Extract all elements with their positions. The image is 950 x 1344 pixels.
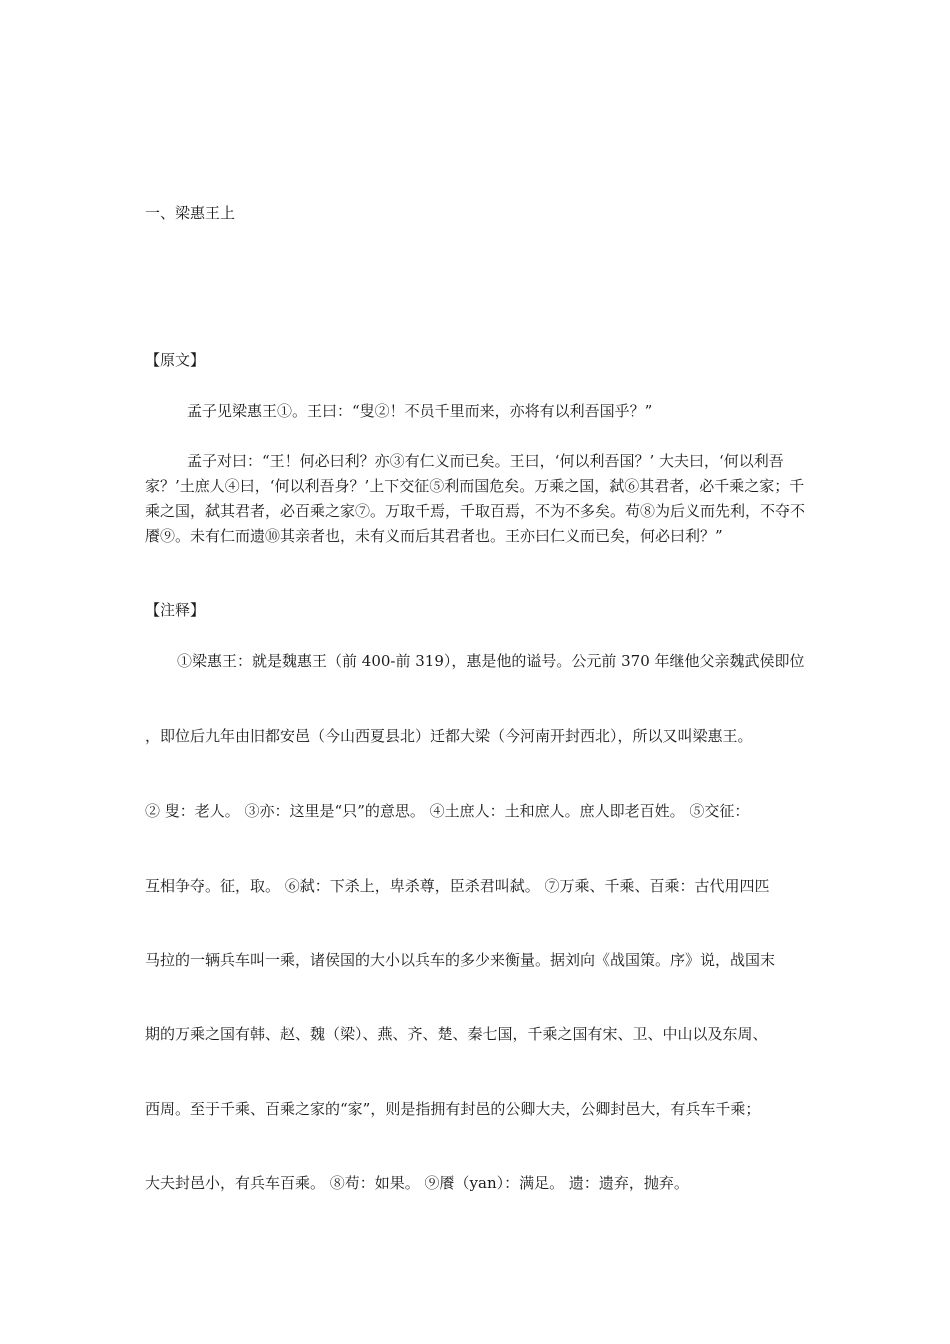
note-paragraph: ② 叟：老人。 ③亦：这里是“只”的意思。 ④土庶人：土和庶人。庶人即老百姓。 ⑤交征： <box>145 802 750 820</box>
section-heading-original: 【原文】 <box>145 351 206 369</box>
original-paragraph-2: 孟子对曰：“王！何必曰利？亦③有仁义而已矣。王曰，‘何以利吾国？’ 大夫曰，‘何以利吾家？’土庶人④曰，‘何以利吾身？’上下交征⑤利而国危矣。万乘之国，弑⑥其君者，必千乘之家；千乘之国，弑其君者，必百乘之家⑦。万取千焉，千取百焉，不为不多矣。苟⑧为后义而先利，不夺不餍⑨。未有仁而遗⑩其亲者也，未有义而后其君者也。王亦曰仁义而已矣，何必曰利？” <box>145 452 806 545</box>
note-paragraph: 期的万乘之国有韩、赵、魏（梁）、燕、齐、楚、秦七国，千乘之国有宋、卫、中山以及东周、 <box>145 1025 768 1043</box>
section-heading-notes: 【注释】 <box>145 601 206 619</box>
original-paragraph-1: 孟子见梁惠王①。王曰：“叟②！不员千里而来，亦将有以利吾国乎？” <box>187 402 653 420</box>
note-paragraph: 互相争夺。征，取。 ⑥弑：下杀上，卑杀尊，臣杀君叫弑。 ⑦万乘、千乘、百乘：古代用四匹 <box>145 877 770 895</box>
note-paragraph: ，即位后九年由旧都安邑（今山西夏县北）迁都大梁（今河南开封西北），所以又叫梁惠王。 <box>145 727 753 745</box>
note-paragraph: 大夫封邑小，有兵车百乘。 ⑧苟：如果。 ⑨餍（yan）：满足。 遗：遗弃，抛弃。 <box>145 1174 689 1192</box>
note-paragraph: ①梁惠王：就是魏惠王（前 400-前 319），惠是他的谥号。公元前 370 年继他父亲魏武侯即位 <box>177 652 805 670</box>
note-paragraph: 西周。至于千乘、百乘之家的“家”，则是指拥有封邑的公卿大夫，公卿封邑大，有兵车千乘； <box>145 1100 761 1118</box>
note-paragraph: 马拉的一辆兵车叫一乘，诸侯国的大小以兵车的多少来衡量。据刘向《战国策。序》说，战国末 <box>145 951 776 969</box>
chapter-title: 一、梁惠王上 <box>145 204 236 222</box>
